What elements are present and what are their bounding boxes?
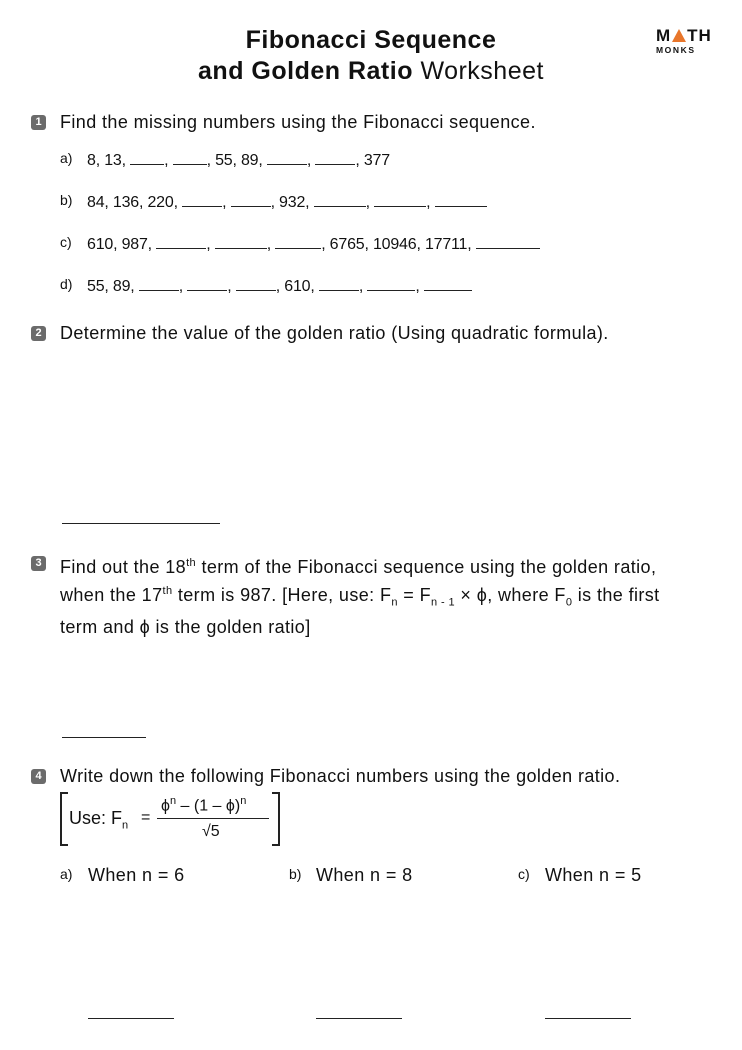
q4-c-answer-line[interactable]: [545, 1018, 631, 1019]
q1-item-c: 610, 987, , , , 6765, 10946, 17711,: [87, 234, 540, 254]
page-title-line2: [0, 57, 742, 86]
golden-ratio-formula: [60, 792, 280, 844]
q3-line-3: term and ϕ is the golden ratio]: [60, 616, 311, 637]
answer-blank[interactable]: [476, 234, 540, 249]
answer-blank[interactable]: [139, 276, 179, 291]
q4-item-b-label: b): [289, 866, 302, 882]
answer-blank[interactable]: [236, 276, 276, 291]
q4-item-a-text: When n = 6: [88, 865, 185, 885]
answer-blank[interactable]: [435, 192, 487, 207]
q1-item-b-label: b): [60, 192, 73, 208]
question-2-text: Determine the value of the golden ratio (Using quadratic formula).: [60, 323, 609, 343]
logo-subtitle: MONKS: [656, 45, 696, 55]
answer-blank[interactable]: [130, 150, 164, 165]
question-3-text: [60, 551, 720, 639]
logo-triangle-icon: [672, 29, 686, 42]
q3-answer-line[interactable]: [62, 737, 146, 738]
formula-denominator: √5: [202, 823, 220, 840]
answer-blank[interactable]: [424, 276, 472, 291]
formula-numerator: $\phi^n - (1 - \phi)^n$: [161, 795, 247, 815]
q1-item-c-label: c): [60, 234, 72, 250]
q4-item-c-text: When n = 5: [545, 865, 642, 885]
answer-blank[interactable]: [156, 234, 206, 249]
answer-blank[interactable]: [173, 150, 207, 165]
question-3-number: 3: [31, 556, 46, 571]
title-light-part: Worksheet: [420, 57, 544, 85]
formula-right-bracket: [272, 792, 280, 846]
q4-b-answer-line[interactable]: [316, 1018, 402, 1019]
q1-item-a: 8, 13, , , 55, 89, , , 377: [87, 152, 390, 169]
answer-blank[interactable]: [182, 192, 222, 207]
question-4-number: 4: [31, 769, 46, 784]
formula-lhs: Use: $F_n$: [69, 808, 129, 832]
q4-item-a-label: a): [60, 866, 73, 882]
formula-equals: =: [141, 809, 151, 826]
q4-item-c-label: c): [518, 866, 530, 882]
question-1-number: 1: [31, 115, 46, 130]
answer-blank[interactable]: [319, 276, 359, 291]
answer-blank[interactable]: [374, 192, 426, 207]
answer-blank[interactable]: [215, 234, 267, 249]
math-monks-logo: [656, 26, 716, 55]
q1-item-d-label: d): [60, 276, 73, 292]
answer-blank[interactable]: [315, 150, 355, 165]
answer-blank[interactable]: [367, 276, 415, 291]
q1-item-b: 84, 136, 220, , , 932, , ,: [87, 192, 487, 212]
q2-answer-line[interactable]: [62, 523, 220, 524]
answer-blank[interactable]: [187, 276, 227, 291]
q4-a-answer-line[interactable]: [88, 1018, 174, 1019]
title-bold-part: and Golden Ratio: [198, 57, 413, 85]
q4-item-b-text: When n = 8: [316, 865, 413, 885]
q1-item-a-label: a): [60, 150, 73, 166]
page-title-line1: Fibonacci Sequence: [245, 26, 497, 54]
q3-line-1: Find out the 18th term of the Fibonacci sequence using the golden ratio,: [60, 557, 657, 577]
logo-wordmark: M TH: [656, 26, 712, 45]
answer-blank[interactable]: [267, 150, 307, 165]
q1-item-d: 55, 89, , , , 610, , ,: [87, 276, 472, 296]
answer-blank[interactable]: [231, 192, 271, 207]
question-2-number: 2: [31, 326, 46, 341]
question-4-text: Write down the following Fibonacci numbers using the golden ratio.: [60, 766, 621, 786]
formula-left-bracket: [60, 792, 68, 846]
question-1-text: Find the missing numbers using the Fibonacci sequence.: [60, 112, 536, 132]
answer-blank[interactable]: [314, 192, 366, 207]
answer-blank[interactable]: [275, 234, 321, 249]
q3-line-2: when the 17th term is 987. [Here, use: $F_n = F_{n - 1} \times \phi$, where $F_0$ is the first: [60, 585, 660, 609]
fraction-bar: [157, 818, 269, 819]
